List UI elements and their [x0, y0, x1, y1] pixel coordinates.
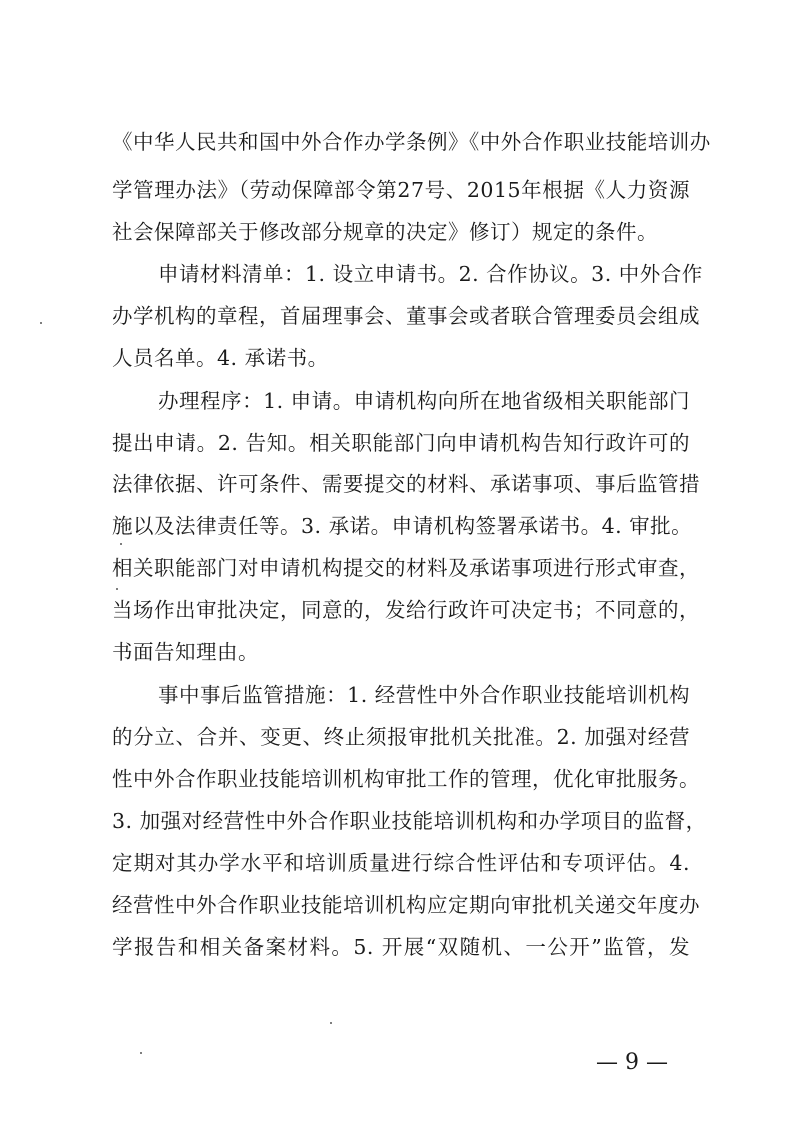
- text-line: 学报告和相关备案材料。5. 开展“双随机、一公开”监管，发: [112, 935, 690, 959]
- text-line: 的分立、合并、变更、终止须报审批机关批准。2. 加强对经营: [112, 725, 690, 749]
- text-line: 性中外合作职业技能培训机构审批工作的管理，优化审批服务。: [112, 767, 700, 791]
- text-line: 3. 加强对经营性中外合作职业技能培训机构和办学项目的监督，: [112, 809, 707, 833]
- text-line: 书面告知理由。: [112, 640, 259, 664]
- text-line: 社会保障部关于修改部分规章的决定》修订）规定的条件。: [112, 220, 658, 244]
- scan-speck: [140, 1052, 142, 1054]
- scan-speck: [330, 1022, 332, 1024]
- text-line: 相关职能部门对申请机构提交的材料及承诺事项进行形式审查，: [112, 556, 700, 580]
- scan-speck: [116, 588, 118, 590]
- text-line: 施以及法律责任等。3. 承诺。申请机构签署承诺书。4. 审批。: [112, 514, 693, 538]
- text-line: 法律依据、许可条件、需要提交的材料、承诺事项、事后监管措: [112, 472, 700, 496]
- text-line: 当场作出审批决定，同意的，发给行政许可决定书；不同意的，: [112, 598, 700, 622]
- scan-speck: [40, 322, 42, 324]
- text-line: 申请材料清单：1. 设立申请书。2. 合作协议。3. 中外合作: [158, 262, 703, 286]
- text-line: 经营性中外合作职业技能培训机构应定期向审批机关递交年度办: [112, 893, 700, 917]
- text-line: 学管理办法》（劳动保障部令第27号、2015年根据《人力资源: [112, 178, 690, 202]
- text-line: 办学机构的章程，首届理事会、董事会或者联合管理委员会组成: [112, 304, 700, 328]
- text-line: 《中华人民共和国中外合作办学条例》《中外合作职业技能培训办: [112, 130, 711, 154]
- text-line: 提出申请。2. 告知。相关职能部门向申请机构告知行政许可的: [112, 431, 690, 455]
- page-number: — 9 —: [596, 1050, 668, 1075]
- text-line: 人员名单。4. 承诺书。: [112, 346, 329, 370]
- scan-speck: [120, 543, 122, 545]
- text-line: 定期对其办学水平和培训质量进行综合性评估和专项评估。4.: [112, 851, 690, 875]
- text-line: 事中事后监管措施：1. 经营性中外合作职业技能培训机构: [158, 683, 690, 707]
- text-line: 办理程序：1. 申请。申请机构向所在地省级相关职能部门: [158, 389, 690, 413]
